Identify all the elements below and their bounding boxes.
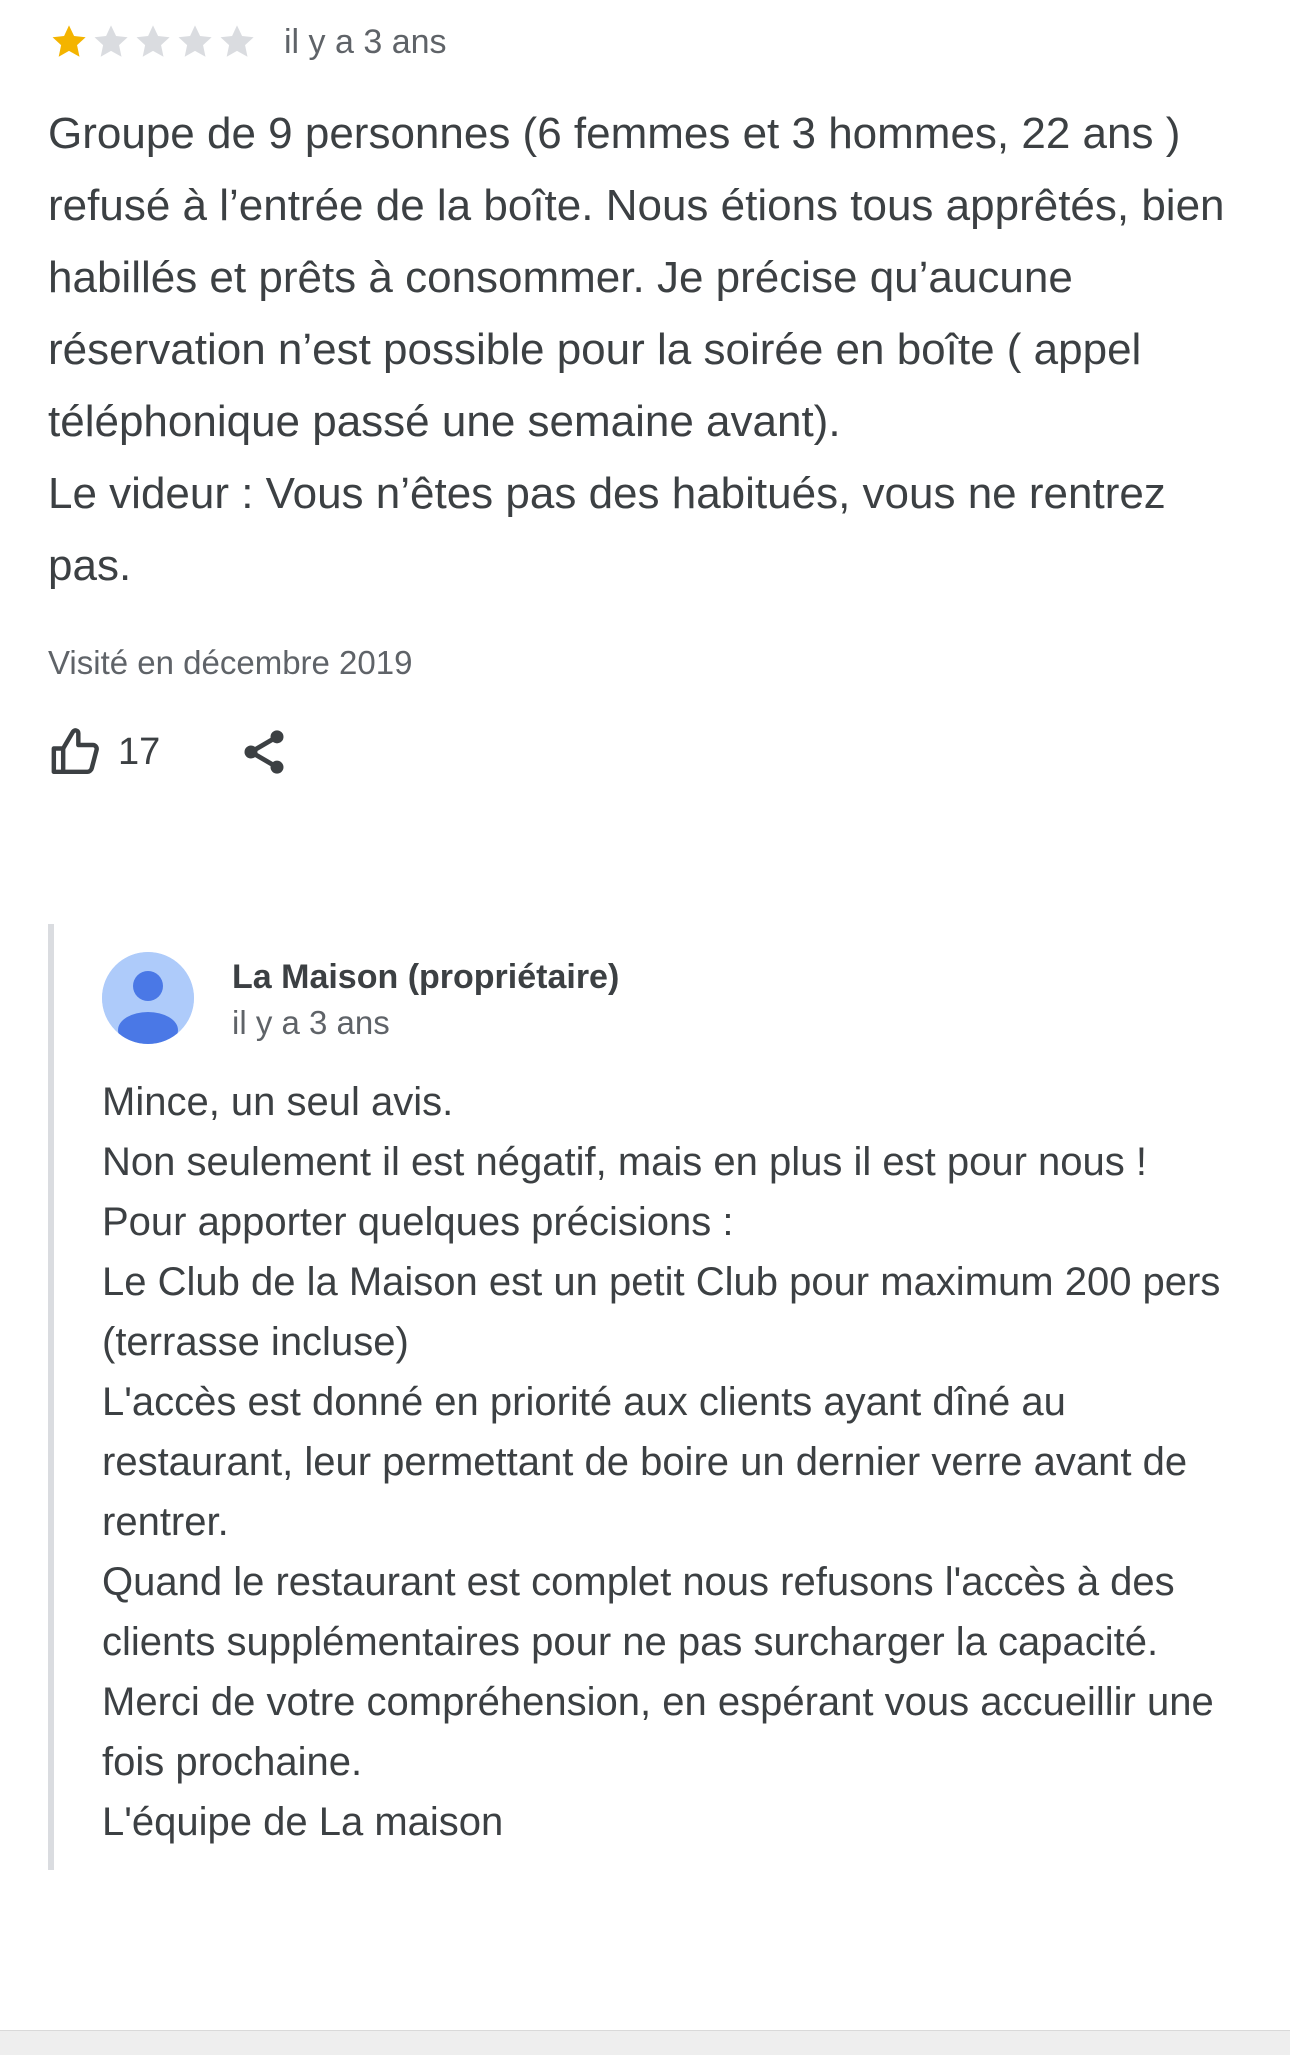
star-rating: [48, 21, 258, 63]
reply-line: L'équipe de La maison: [102, 1800, 504, 1844]
bottom-bar: [0, 2030, 1290, 2055]
review-paragraph: Groupe de 9 personnes (6 femmes et 3 hommes, 22 ans ) refusé à l’entrée de la boîte. Nous étions tous apprêtés, bien habillés et prêts à consommer. Je précise qu’aucune réservation n’est possible pour la soirée en boîte ( appel téléphonique passé une semaine avant).: [48, 109, 1225, 446]
owner-name: La Maison (propriétaire): [232, 958, 620, 996]
star-empty-icon: [132, 21, 174, 63]
reply-line: L'accès est donné en priorité aux clients ayant dîné au restaurant, leur permettant de boire un dernier verre avant de rentrer.: [102, 1380, 1188, 1544]
star-empty-icon: [90, 21, 132, 63]
person-avatar-icon: [102, 952, 194, 1044]
owner-reply-time: il y a 3 ans: [232, 1004, 390, 1041]
reply-line: Non seulement il est négatif, mais en plus il est pour nous !: [102, 1140, 1147, 1184]
visit-date: Visité en décembre 2019: [48, 644, 413, 681]
review-card: [48, 18, 1248, 784]
like-count: 17: [118, 730, 161, 773]
owner-reply: [48, 924, 1274, 1870]
like-button[interactable]: [48, 724, 160, 780]
star-empty-icon: [216, 21, 258, 63]
owner-reply-text: [102, 1072, 1252, 1852]
reply-line: Quand le restaurant est complet nous refusons l'accès à des clients supplémentaires pour ne pas surcharger la capacité.: [102, 1560, 1175, 1664]
share-icon: [238, 724, 290, 780]
rating-row: [48, 18, 1248, 66]
avatar: [102, 952, 194, 1044]
share-button[interactable]: [238, 724, 290, 780]
owner-header: [102, 952, 619, 1046]
review-paragraph: Le videur : Vous n’êtes pas des habitués, vous ne rentrez pas.: [48, 469, 1166, 590]
reply-line: Merci de votre compréhension, en espérant vous accueillir une fois prochaine.: [102, 1680, 1214, 1784]
review-text: [48, 98, 1258, 602]
thumbs-up-icon: [48, 724, 104, 780]
reply-line: Mince, un seul avis.: [102, 1080, 454, 1124]
owner-meta: [232, 956, 619, 1046]
review-actions: [48, 720, 1248, 784]
reply-line: Le Club de la Maison est un petit Club pour maximum 200 pers (terrasse incluse): [102, 1260, 1221, 1364]
review-time: il y a 3 ans: [284, 22, 447, 61]
star-filled-icon: [48, 21, 90, 63]
star-empty-icon: [174, 21, 216, 63]
reply-line: Pour apporter quelques précisions :: [102, 1200, 734, 1244]
